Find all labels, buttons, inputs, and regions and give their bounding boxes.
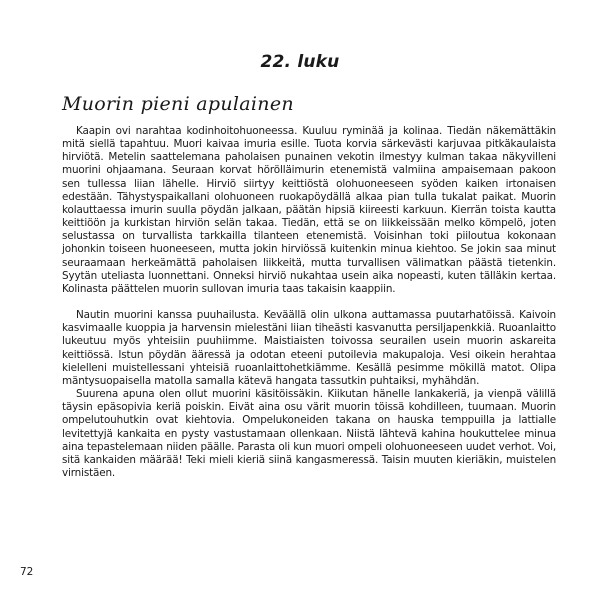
section-title: Muorin pieni apulainen: [62, 93, 294, 115]
paragraph-1: Kaapin ovi narahtaa kodinhoitohuoneessa. Kuuluu ryminää ja kolinaa. Tiedän näkemättäkin mitä siellä tapahtuu. Muori kaivaa imuria esille. Tuota korvia särkevästi karjuvaa pitkäkaulaista hirviötä. Metelin saattelemana paholaisen punainen vekotin ilmestyy kulman takaa näkyvilleni muorini ohjaamana. Seuraan korvat hörölläimurin etenemistä valmiina ampaisemaan pakoon sen tullessa liian lähelle. Hirviö siirtyy keittiöstä olohuoneeseen syöden kaiken irtonaisen edestään. Tähystyspaikallani olohuoneen ruokapöydällä alkaa pian tulla tukalat paikat. Muorin kolauttaessa imurin suulla pöydän jalkaan, päätän hipsiä kiireesti karkuun. Kierrän toista kautta keittiöön ja kurkistan hirviön selän takaa. Tiedän, että se on liikkeissään melko kömpelö, joten selustassa on turvallista tarkkailla tilanteen etenemistä. Voisinhan toki piiloutua kokonaan johonkin toiseen huoneeseen, mutta jokin hirviössä kuitenkin minua kiehtoo. Se jokin saa minut seuraamaan herkeämättä paholaisen liikkeitä, mutta turvallisen välimatkan päästä tietenkin. Syytän uteliasta luonnettani. Onneksi hirviö nukahtaa usein aika nopeasti, kuten tälläkin kertaa. Kolinasta päättelen muorin sullovan imuria taas takaisin kaappiin.: [62, 125, 556, 295]
page-number: 72: [20, 566, 34, 578]
paragraph-2: Nautin muorini kanssa puuhailusta. Keväällä olin ulkona auttamassa puutarhatöissä. Kaivoin kasvimaalle kuoppia ja harvensin mielestäni liian tiheästi kasvanutta persiljapenkkiä. Ruoanlaitto lukeutuu myös yhteisiin puuhiimme. Maistiaisten toivossa seurailen usein muorin askareita keittiössä. Istun pöydän ääressä ja odotan eteeni putoilevia makupaloja. Vesi oikein herahtaa kielelleni muistellessani yhteisiä ruoanlaittohetkiämme. Kesällä pesimme mökillä matot. Olipa mäntysuopaisella matolla samalla kätevä hangata tassutkin puhtaiksi, myhähdän.: [62, 309, 556, 387]
body-text: [62, 125, 556, 480]
paragraph-3: Suurena apuna olen ollut muorini käsitöissäkin. Kiikutan hänelle lankakeriä, ja vienpä välillä täysin epäsopivia keriä poiskin. Eivät aina osu värit muorin töissä kohdilleen, tuumaan. Muorin ompelutouhutkin ovat kiehtovia. Ompelukoneiden takana on hauska temppuilla ja lattialle levitettyjä kankaita en pysty vastustamaan ollenkaan. Niistä lähtevä kahina houkuttelee minua aina tepastelemaan niiden päälle. Parasta oli kun muori ompeli olohuoneeseen uudet verhot. Voi, sitä kankaiden määrää! Teki mieli kieriä siinä kangasmeressä. Taisin muuten kieriäkin, muistelen virnistäen.: [62, 388, 556, 480]
chapter-heading: 22. luku: [260, 52, 340, 72]
